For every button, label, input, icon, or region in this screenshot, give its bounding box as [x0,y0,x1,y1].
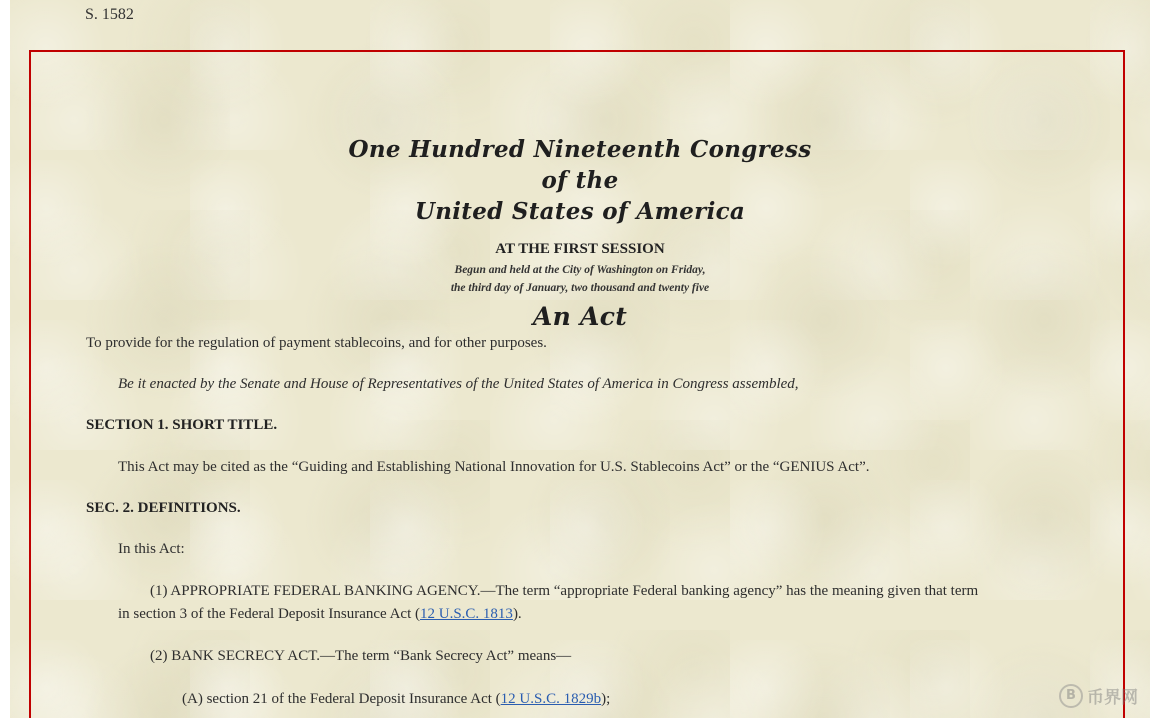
definition1-line2 [118,606,522,623]
begun-line2: the third day of January, two thousand and twenty five [450,282,710,294]
bill-number: S. 1582 [85,6,134,23]
section1-heading: SECTION 1. SHORT TITLE. [86,417,278,433]
definition2a-text [182,691,610,708]
usc-1813-link[interactable]: 12 U.S.C. 1813 [420,606,513,622]
act-title: An Act [532,302,628,331]
definition1-line2-suffix: ). [512,606,522,622]
definition2a-prefix: (A) section 21 of the Federal Deposit Insurance Act ( [182,691,501,707]
congress-title-line2: of the [541,167,619,194]
usc-1829b-link[interactable]: 12 U.S.C. 1829b [500,691,602,707]
definition2-text: (2) BANK SECRECY ACT.—The term “Bank Secrecy Act” means— [150,648,572,664]
congress-title-line1: One Hundred Nineteenth Congress [348,136,812,163]
definition2a-suffix: ); [601,691,611,707]
bill-page [10,0,1150,718]
purpose-text: To provide for the regulation of payment stablecoins, and for other purposes. [86,335,547,351]
section1-text: This Act may be cited as the “Guiding and Establishing National Innovation for U.S. Stablecoins Act” or the “GENIUS Act”. [118,459,870,475]
session-label: AT THE FIRST SESSION [495,241,665,257]
coin-icon: B [1059,684,1083,708]
definition1-line1: (1) APPROPRIATE FEDERAL BANKING AGENCY.—The term “appropriate Federal banking agency” has the meaning given that term [150,583,979,599]
watermark-logo [1059,683,1138,708]
definition1-line2-prefix: in section 3 of the Federal Deposit Insurance Act ( [118,606,420,622]
begun-line1: Begun and held at the City of Washington on Friday, [454,264,706,276]
congress-title-line3: United States of America [414,198,746,225]
section2-intro: In this Act: [118,541,185,557]
enacting-clause: Be it enacted by the Senate and House of Representatives of the United States of America in Congress assembled, [118,376,799,392]
section2-heading: SEC. 2. DEFINITIONS. [86,500,241,516]
watermark-text: 币界网 [1087,688,1138,708]
